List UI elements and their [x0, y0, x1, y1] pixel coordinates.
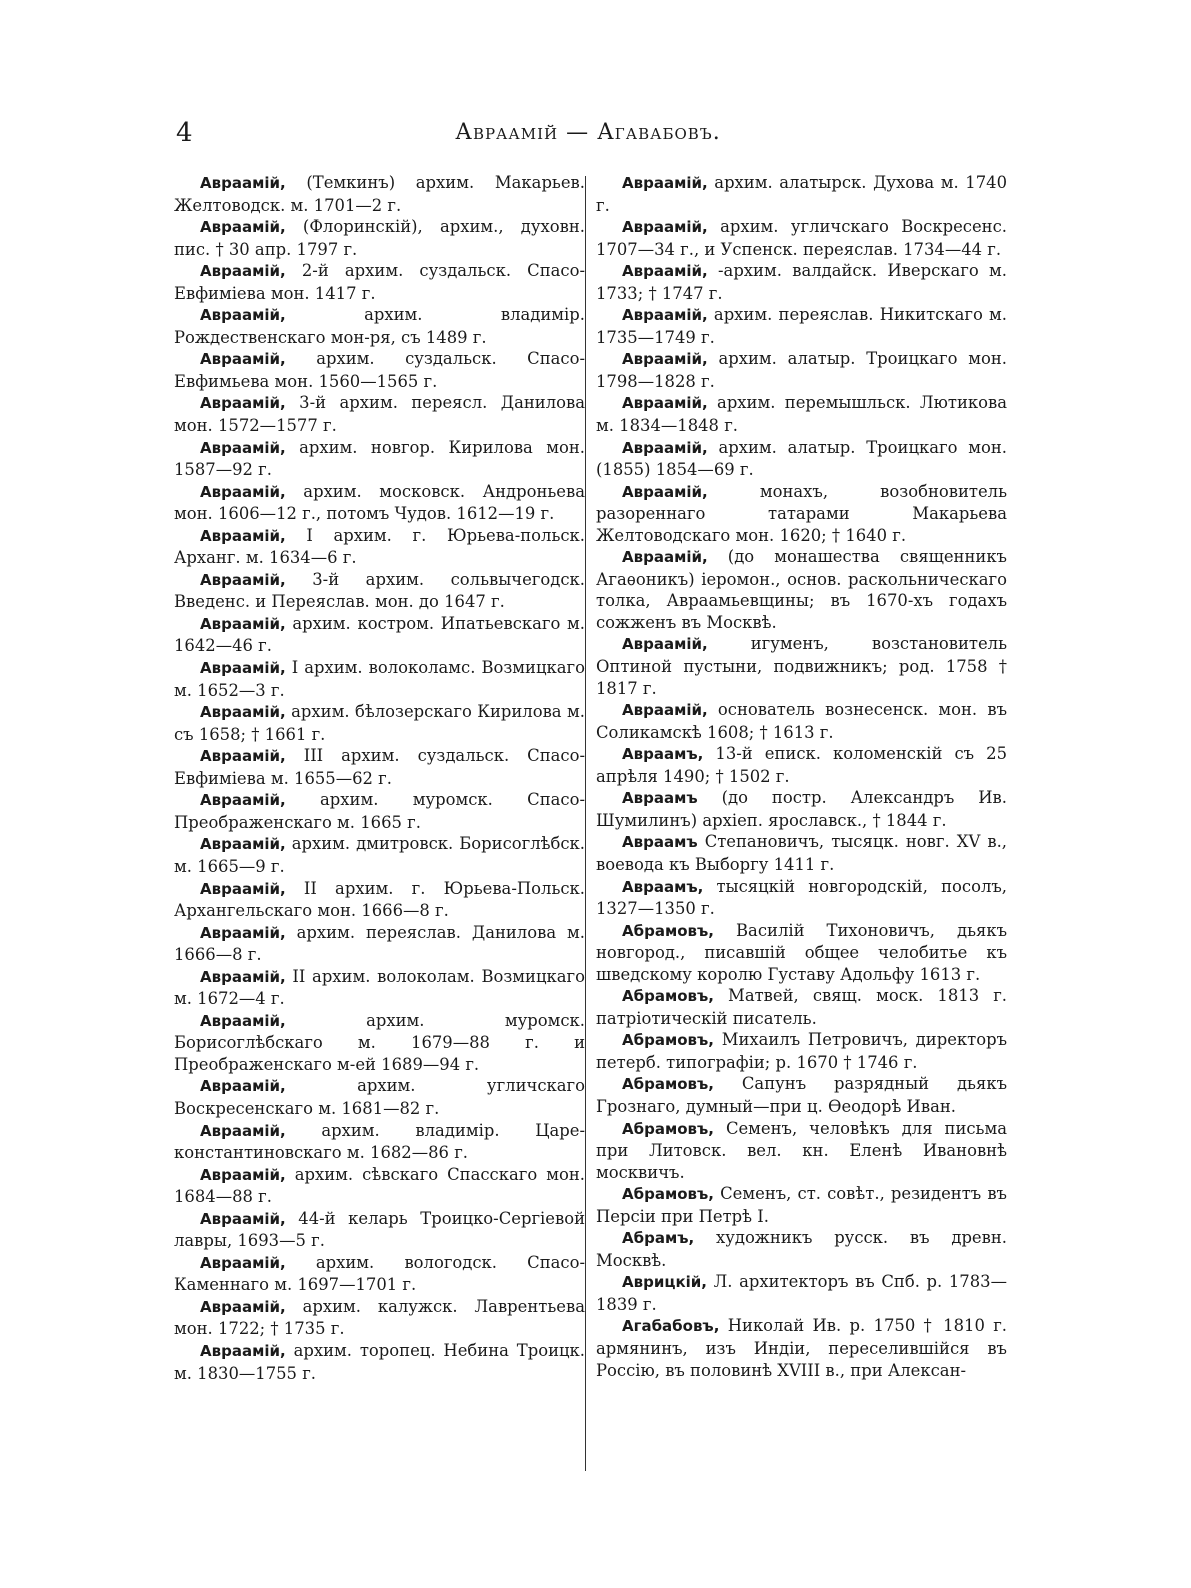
dictionary-entry	[174, 216, 585, 260]
dictionary-entry	[596, 876, 1007, 920]
entry-text: архим. владимір. Царе-константиновскаго м. 1682—86 г.	[174, 1120, 585, 1163]
entry-headword: Авраамій,	[622, 482, 708, 501]
entry-text: II архим. волоколам. Возмицкаго м. 1672—4 г.	[174, 966, 585, 1009]
entry-headword: Авраамій,	[200, 1011, 286, 1030]
entry-text: 3-й архим. сольвычегодск. Введенс. и Переяслав. мон. до 1647 г.	[174, 569, 585, 612]
entry-headword: Авраамій,	[200, 1165, 286, 1184]
dictionary-entry	[174, 172, 585, 216]
entry-text: III архим. суздальск. Спасо-Евфиміева м. 1655—62 г.	[174, 746, 585, 788]
dictionary-entry	[596, 699, 1007, 743]
left-column	[174, 172, 585, 1384]
entry-headword: Авраамій,	[622, 635, 708, 654]
dictionary-entry	[174, 745, 585, 789]
entry-headword: Авраамій,	[200, 1253, 286, 1272]
entry-text: (Темкинъ) архим. Макарьев. Желтоводск. м. 1701—2 г.	[174, 173, 585, 215]
entry-text: архим. муромск. Борисоглѣбскаго м. 1679—88 г. и Преображенскаго м-ей 1689—94 г.	[174, 1010, 585, 1074]
entry-text: архим. калужск. Лаврентьева мон. 1722; † 1735 г.	[174, 1296, 585, 1339]
entry-text: I архим. г. Юрьева-польск. Арханг. м. 1634—6 г.	[174, 525, 585, 568]
entry-text: Николай Ив. р. 1750 † 1810 г. армянинъ, изъ Индіи, переселившійся въ Россію, въ половинѣ XVIII в., при Алексан-	[596, 1316, 1007, 1380]
dictionary-entry	[596, 1118, 1007, 1184]
dictionary-entry	[596, 546, 1007, 633]
entry-headword: Авраамій,	[200, 659, 286, 678]
dictionary-entry	[596, 920, 1007, 986]
entry-headword: Авраамъ,	[622, 877, 704, 896]
entry-text: архим. дмитровск. Борисоглѣбск. м. 1665—9 г.	[174, 834, 585, 876]
entry-text: Василій Тихоновичъ, дьякъ новгород., писавшій общее челобитье къ шведскому королю Густаву Адольфу 1613 г.	[596, 920, 1007, 984]
entry-text: Матвей, свящ. моск. 1813 г. патріотическій писатель.	[596, 986, 1007, 1028]
entry-headword: Авраамій,	[622, 306, 708, 325]
dictionary-entry	[174, 1340, 585, 1384]
dictionary-entry	[174, 1120, 585, 1164]
entry-text: тысяцкій новгородскій, посолъ, 1327—1350 г.	[596, 876, 1007, 919]
dictionary-entry	[174, 260, 585, 304]
entry-headword: Авраамій,	[200, 570, 286, 589]
entry-text: архим. перемышльск. Лютикова м. 1834—1848 г.	[596, 393, 1007, 436]
dictionary-entry	[596, 216, 1007, 260]
dictionary-entry	[174, 878, 585, 922]
dictionary-entry	[174, 789, 585, 833]
dictionary-entry	[174, 1010, 585, 1076]
entry-text: архим. костром. Ипатьевскаго м. 1642—46 г.	[174, 613, 585, 656]
entry-headword: Авраамій,	[200, 306, 286, 325]
right-column	[596, 172, 1007, 1381]
dictionary-entry	[174, 701, 585, 745]
column-divider	[585, 176, 586, 1471]
entry-text: 3-й архим. переясл. Данилова мон. 1572—1577 г.	[174, 393, 585, 436]
dictionary-entry	[596, 1315, 1007, 1381]
dictionary-entry	[596, 985, 1007, 1029]
entry-headword: Авраамій,	[200, 923, 286, 942]
dictionary-entry	[596, 392, 1007, 436]
dictionary-entry	[596, 787, 1007, 831]
entry-headword: Абрамовъ,	[622, 1075, 714, 1094]
entry-headword: Авраамій,	[200, 218, 286, 237]
dictionary-entry	[174, 392, 585, 436]
dictionary-entry	[174, 1164, 585, 1208]
entry-headword: Авраамій,	[200, 350, 286, 369]
entry-headword: Авраамій,	[200, 1121, 286, 1140]
entry-headword: Авраамій,	[200, 703, 286, 722]
dictionary-entry	[596, 304, 1007, 348]
entry-text: (до монашества священникъ Агаѳоникъ) іеромон., основ. раскольническаго толка, Авраамьевщины; въ 1670-хъ годахъ сожженъ въ Москвѣ.	[596, 547, 1007, 632]
dictionary-entry	[596, 1271, 1007, 1315]
entry-text: архим. новгор. Кирилова мон. 1587—92 г.	[174, 437, 585, 480]
entry-headword: Авраамій,	[622, 218, 708, 237]
dictionary-entry	[174, 1075, 585, 1119]
dictionary-entry	[596, 348, 1007, 392]
entry-text: Сапунъ разрядный дьякъ Грознаго, думный—при ц. Ѳеодорѣ Иван.	[596, 1074, 1007, 1116]
dictionary-entry	[596, 633, 1007, 699]
entry-headword: Авраамій,	[622, 394, 708, 413]
entry-text: Михаилъ Петровичъ, директоръ петерб. типографіи; р. 1670 † 1746 г.	[596, 1030, 1007, 1072]
entry-text: I архим. волоколамс. Возмицкаго м. 1652—3 г.	[174, 658, 585, 700]
entry-headword: Авраамій,	[200, 747, 286, 766]
entry-text: Семенъ, ст. совѣт., резидентъ въ Персіи при Петрѣ I.	[596, 1184, 1007, 1226]
entry-headword: Авраамъ	[622, 789, 698, 808]
entry-text: архим. алатыр. Троицкаго мон. (1855) 1854—69 г.	[596, 437, 1007, 480]
entry-headword: Авраамій,	[622, 548, 708, 567]
dictionary-entry	[174, 833, 585, 877]
entry-text: архим. муромск. Спасо-Преображенскаго м. 1665 г.	[174, 790, 585, 832]
entry-text: архим. суздальск. Спасо-Евфимьева мон. 1560—1565 г.	[174, 349, 585, 391]
dictionary-entry	[596, 831, 1007, 875]
entry-headword: Авраамій,	[622, 438, 708, 457]
entry-headword: Абрамовъ,	[622, 1119, 714, 1138]
entry-text: архим. сѣвскаго Спасскаго мон. 1684—88 г.	[174, 1164, 585, 1207]
entry-headword: Абрамовъ,	[622, 1031, 714, 1050]
entry-headword: Авраамій,	[200, 1077, 286, 1096]
dictionary-entry	[174, 437, 585, 481]
entry-text: архим. московск. Андроньева мон. 1606—12 г., потомъ Чудов. 1612—19 г.	[174, 481, 585, 524]
entry-headword: Агабабовъ,	[622, 1317, 720, 1336]
entry-text: архим. переяслав. Никитскаго м. 1735—1749 г.	[596, 305, 1007, 347]
entry-text: 13-й еписк. коломенскій съ 25 апрѣля 1490; † 1502 г.	[596, 744, 1007, 786]
entry-text: II архим. г. Юрьева-Польск. Архангельскаго мон. 1666—8 г.	[174, 878, 585, 921]
entry-headword: Авраамъ,	[622, 745, 704, 764]
entry-text: архим. алатырск. Духова м. 1740 г.	[596, 173, 1007, 215]
entry-headword: Авраамій,	[200, 482, 286, 501]
entry-text: архим. переяслав. Данилова м. 1666—8 г.	[174, 922, 585, 965]
entry-text: архим. вологодск. Спасо-Каменнаго м. 1697—1701 г.	[174, 1252, 585, 1295]
entry-headword: Авраамій,	[200, 1209, 286, 1228]
dictionary-entry	[596, 481, 1007, 547]
entry-text: архим. алатыр. Троицкаго мон. 1798—1828 г.	[596, 349, 1007, 391]
dictionary-entry	[174, 613, 585, 657]
entry-text: игуменъ, возстановитель Оптиной пустыни, подвижникъ; род. 1758 † 1817 г.	[596, 634, 1007, 698]
entry-headword: Авраамій,	[200, 262, 286, 281]
entry-text: основатель вознесенск. мон. въ Соликамскѣ 1608; † 1613 г.	[596, 700, 1007, 742]
entry-headword: Авраамій,	[622, 174, 708, 192]
entry-headword: Авраамій,	[200, 1297, 286, 1316]
entry-headword: Авраамій,	[200, 438, 286, 457]
dictionary-entry	[174, 1208, 585, 1252]
entry-text: (Флоринскій), архим., духовн. пис. † 30 апр. 1797 г.	[174, 217, 585, 259]
entry-text: архим. угличскаго Воскресенскаго м. 1681—82 г.	[174, 1076, 585, 1118]
entry-text: 2-й архим. суздальск. Спасо-Евфиміева мон. 1417 г.	[174, 261, 585, 303]
entry-headword: Авраамій,	[622, 262, 708, 281]
entry-text: архим. торопец. Небина Троицк. м. 1830—1755 г.	[174, 1340, 585, 1383]
entry-headword: Авраамій,	[200, 791, 286, 810]
entry-text: художникъ русск. въ древн. Москвѣ.	[596, 1228, 1007, 1270]
dictionary-entry	[596, 743, 1007, 787]
entry-headword: Авраамій,	[200, 174, 286, 192]
entry-headword: Авраамій,	[200, 1341, 286, 1360]
entry-headword: Авраамій,	[200, 967, 286, 986]
dictionary-entry	[174, 922, 585, 966]
entry-headword: Авраамій,	[200, 394, 286, 413]
entry-text: (до постр. Александръ Ив. Шумилинъ) архіеп. ярославск., † 1844 г.	[596, 788, 1007, 830]
entry-headword: Абрамовъ,	[622, 987, 714, 1006]
dictionary-entry	[596, 260, 1007, 304]
entry-headword: Авраамій,	[622, 350, 708, 369]
page-header	[168, 118, 1008, 158]
dictionary-entry	[174, 304, 585, 348]
entry-headword: Абрамъ,	[622, 1229, 695, 1248]
entry-text: архим. владимір. Рождественскаго мон-ря, съ 1489 г.	[174, 305, 585, 347]
running-title: Авраамій — Агавабовъ.	[455, 120, 721, 145]
entry-text: 44-й келарь Троицко-Сергіевой лавры, 1693—5 г.	[174, 1208, 585, 1251]
entry-headword: Авраамій,	[200, 879, 286, 898]
dictionary-entry	[174, 348, 585, 392]
entry-headword: Авраамій,	[200, 614, 286, 633]
entry-headword: Абрамовъ,	[622, 1185, 714, 1204]
dictionary-entry	[174, 525, 585, 569]
dictionary-entry	[174, 1296, 585, 1340]
dictionary-entry	[174, 481, 585, 525]
dictionary-entry	[596, 1029, 1007, 1073]
entry-headword: Абрамовъ,	[622, 921, 714, 940]
dictionary-entry	[174, 569, 585, 613]
dictionary-entry	[596, 1073, 1007, 1117]
dictionary-entry	[596, 437, 1007, 481]
entry-text: -архим. валдайск. Иверскаго м. 1733; † 1747 г.	[596, 261, 1007, 303]
dictionary-entry	[174, 657, 585, 701]
entry-text: Семенъ, человѣкъ для письма при Литовск. вел. кн. Еленѣ Ивановнѣ москвичъ.	[596, 1118, 1007, 1182]
dictionary-entry	[174, 1252, 585, 1296]
entry-headword: Авраамъ	[622, 833, 698, 852]
dictionary-entry	[596, 1227, 1007, 1271]
entry-headword: Аврицкій,	[622, 1273, 707, 1292]
entry-headword: Авраамій,	[200, 526, 286, 545]
entry-text: Степановичъ, тысяцк. новг. XV в., воевода къ Выборгу 1411 г.	[596, 832, 1007, 874]
dictionary-entry	[174, 966, 585, 1010]
entry-headword: Авраамій,	[200, 835, 286, 854]
entry-text: архим. бѣлозерскаго Кирилова м. съ 1658; † 1661 г.	[174, 702, 585, 744]
entry-text: Л. архитекторъ въ Спб. р. 1783—1839 г.	[596, 1272, 1007, 1314]
entry-text: монахъ, возобновитель разореннаго татарами Макарьева Желтоводскаго мон. 1620; † 1640 г.	[596, 481, 1007, 545]
entry-headword: Авраамій,	[622, 701, 708, 720]
dictionary-entry	[596, 1183, 1007, 1227]
dictionary-entry	[596, 172, 1007, 216]
page-number: 4	[176, 118, 193, 148]
entry-text: архим. угличскаго Воскресенс. 1707—34 г., и Успенск. переяслав. 1734—44 г.	[596, 217, 1007, 259]
